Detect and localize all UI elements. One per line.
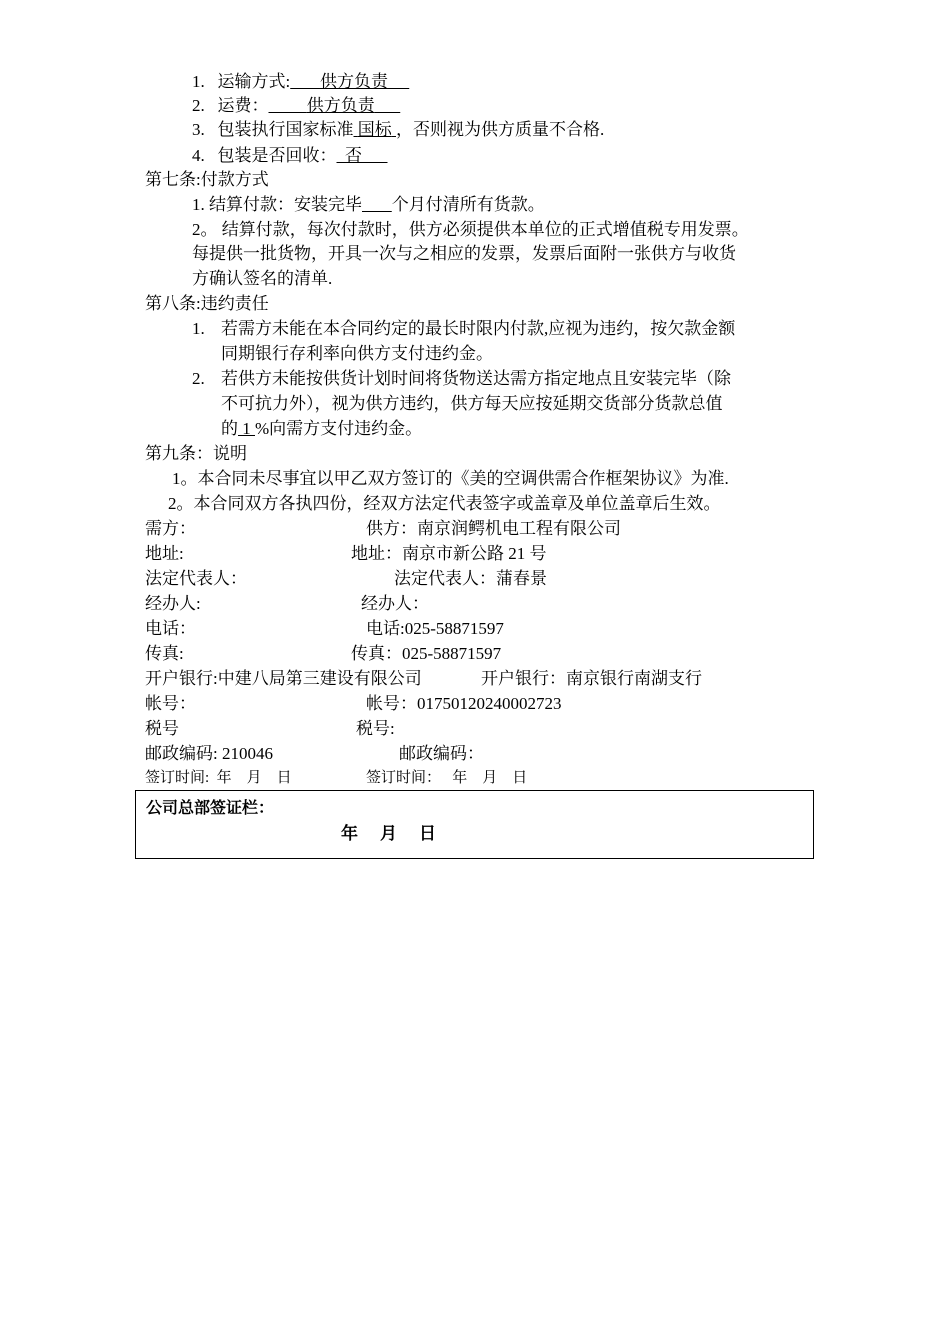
supply-tax-id: 税号: (356, 719, 395, 738)
packaging-standard-item (192, 119, 604, 141)
blank (269, 96, 307, 115)
article7-item1 (192, 194, 545, 216)
demand-phone: 电话： (145, 619, 196, 638)
hq-endorsement-date: 年 月 日 (341, 824, 437, 843)
supply-phone: 电话:025-58871597 (366, 619, 504, 638)
supply-representative: 法定代表人：蒲春景 (394, 569, 547, 588)
article7-item2-line2: 每提供一批货物，开具一次与之相应的发票，发票后面附一张供方与收货 (192, 244, 736, 263)
article7-item2-line1: 2。 结算付款，每次付款时，供方必须提供本单位的正式增值税专用发票。 (192, 220, 749, 239)
blank (362, 195, 392, 214)
article7-item2-line3: 方确认签名的清单. (192, 269, 333, 288)
item-text: 的 (221, 419, 238, 438)
item-text: %向需方支付违约金。 (255, 419, 423, 438)
demand-fax: 传真: (145, 644, 184, 663)
supply-fax: 传真：025-58871597 (351, 644, 502, 663)
item-number: 2. (192, 96, 205, 115)
transport-item (192, 71, 409, 93)
standard-value: 国标 (357, 120, 392, 139)
blank (362, 146, 388, 165)
penalty-rate: 1 (238, 419, 255, 438)
demand-postcode: 邮政编码: 210046 (145, 744, 273, 763)
supply-address: 地址：南京市新公路 21 号 (351, 544, 547, 563)
supply-bank: 开户银行：南京银行南湖支行 (481, 669, 702, 688)
item-text: 个月付清所有货款。 (391, 195, 545, 214)
article8-item1-line2: 同期银行存利率向供方支付违约金。 (221, 344, 493, 363)
supply-agent: 经办人： (361, 594, 429, 613)
item-tail: ，否则视为供方质量不合格. (396, 120, 605, 139)
demand-agent: 经办人: (145, 594, 201, 613)
blank (388, 72, 409, 91)
article7-heading: 第七条:付款方式 (145, 170, 269, 189)
demand-address: 地址: (145, 544, 184, 563)
article9-heading: 第九条：说明 (145, 444, 247, 463)
item-text: 1. 结算付款：安装完毕 (192, 195, 362, 214)
item-number: 3. (192, 120, 205, 139)
article9-item2: 2。本合同双方各执四份，经双方法定代表签字或盖章及单位盖章后生效。 (168, 494, 721, 513)
demand-representative: 法定代表人： (145, 569, 247, 588)
item-label: 包装是否回收： (217, 146, 337, 165)
article8-item1-line1: 若需方未能在本合同约定的最长时限内付款,应视为违约，按欠款金额 (221, 319, 736, 338)
article9-item1: 1。本合同未尽事宜以甲乙双方签订的《美的空调供需合作框架协议》为准. (172, 469, 729, 488)
item-number: 1. (192, 72, 205, 91)
article8-item1-number: 1. (192, 319, 205, 338)
item-label: 运输方式: (217, 72, 291, 91)
supply-sign-date: 签订时间： 年 月 日 (366, 770, 528, 786)
supply-account: 帐号：01750120240002723 (366, 694, 562, 713)
blank (375, 96, 401, 115)
freight-value: 供方负责 (306, 96, 375, 115)
hq-endorsement-box (135, 790, 814, 859)
item-number: 4. (192, 146, 205, 165)
article8-item2-number: 2. (192, 369, 205, 388)
packaging-recycle-item (192, 145, 388, 167)
demand-tax-id: 税号 (145, 719, 179, 738)
demand-sign-date: 签订时间: 年 月 日 (145, 770, 292, 786)
supply-postcode: 邮政编码： (399, 744, 484, 763)
hq-endorsement-heading: 公司总部签证栏： (146, 800, 275, 817)
freight-item (192, 95, 400, 117)
article8-item2-line2: 不可抗力外），视为供方违约，供方每天应按延期交货部分货款总值 (221, 394, 723, 413)
demand-bank: 开户银行:中建八局第三建设有限公司 (145, 669, 422, 688)
item-label: 包装执行国家标准 (217, 120, 354, 139)
blank (290, 72, 320, 91)
article8-item2-line3 (221, 418, 422, 440)
recycle-value: 否 (345, 146, 362, 165)
article8-heading: 第八条:违约责任 (145, 294, 269, 313)
demand-account: 帐号： (145, 694, 196, 713)
blank (337, 146, 346, 165)
item-label: 运费： (217, 96, 269, 115)
article8-item2-line1: 若供方未能按供货计划时间将货物送达需方指定地点且安装完毕（除 (221, 369, 731, 388)
supply-party: 供方：南京润鳄机电工程有限公司 (366, 519, 621, 538)
transport-value: 供方负责 (319, 72, 388, 91)
demand-party-label: 需方： (145, 519, 196, 538)
